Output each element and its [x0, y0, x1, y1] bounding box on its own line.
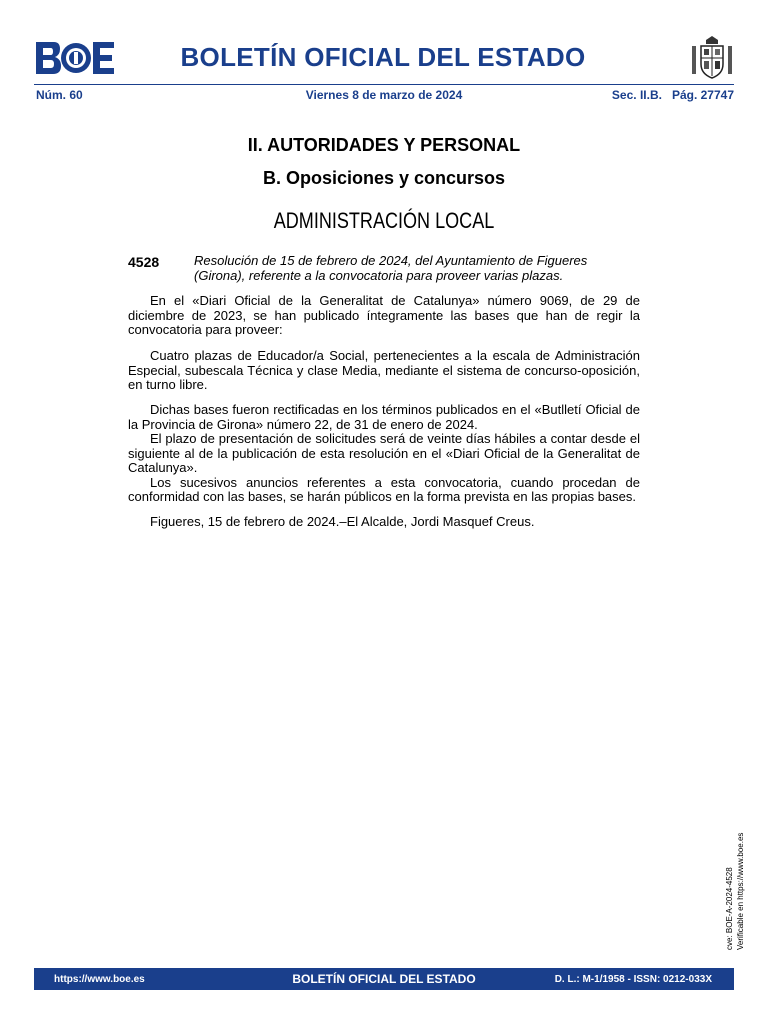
administration-heading: ADMINISTRACIÓN LOCAL — [273, 208, 495, 233]
boe-logo — [36, 42, 114, 74]
cve-code: cve: BOE-A-2024-4528 — [725, 867, 734, 950]
footer-title: BOLETÍN OFICIAL DEL ESTADO — [292, 972, 476, 986]
entry-title: Resolución de 15 de febrero de 2024, del Ayuntamiento de Figueres (Girona), referente a la convocatoria para proveer varias plazas. — [194, 253, 588, 283]
entry-number: 4528 — [128, 254, 160, 270]
issue-number: Núm. 60 — [36, 88, 83, 102]
gazette-title: BOLETÍN OFICIAL DEL ESTADO — [180, 42, 586, 72]
paragraph-text: Los sucesivos anuncios referentes a esta convocatoria, cuando procedan de conformidad con las bases, se harán públicos en la forma prevista en las propias bases. — [128, 474, 640, 504]
paragraph-text: Cuatro plazas de Educador/a Social, pertenecientes a la escala de Administración Especial, subescala Técnica y clase Media, mediante el sistema de concurso-oposición, en turno libre. — [128, 348, 640, 392]
footer-url-link[interactable]: https://www.boe.es — [54, 974, 145, 985]
section-heading: II. AUTORIDADES Y PERSONAL — [247, 135, 521, 155]
header-divider — [34, 84, 734, 85]
verification-note — [724, 810, 746, 950]
body-paragraph — [128, 294, 640, 338]
paragraph-text: El plazo de presentación de solicitudes será de veinte días hábiles a contar desde el siguiente al de la publicación de esta resolución en el «Diari Oficial de la Generalitat de Catalunya». — [128, 431, 640, 475]
paragraph-text: En el «Diari Oficial de la Generalitat de Catalunya» número 9069, de 29 de diciembre de 2023, se han publicado íntegramente las bases que han de regir la convocatoria para proveer: — [128, 293, 640, 337]
coat-of-arms-icon — [690, 36, 734, 80]
issue-date: Viernes 8 de marzo de 2024 — [305, 88, 463, 102]
subsection-heading: B. Oposiciones y concursos — [262, 168, 506, 188]
body-paragraph-group — [128, 403, 640, 505]
paragraph-text: Dichas bases fueron rectificadas en los términos publicados en el «Butlletí Oficial de la Provincia de Girona» número 22, de 31 de enero de 2024. — [128, 402, 640, 432]
verify-link[interactable]: Verificable en https://www.boe.es — [736, 832, 745, 950]
paragraph-text: Figueres, 15 de febrero de 2024.–El Alcalde, Jordi Masquef Creus. — [150, 514, 535, 529]
footer-issn: D. L.: M-1/1958 - ISSN: 0212-033X — [554, 974, 712, 985]
signature-line — [128, 515, 640, 530]
section-page: Sec. II.B. Pág. 27747 — [611, 88, 734, 102]
body-paragraph — [128, 349, 640, 393]
footer-bar — [34, 968, 734, 990]
